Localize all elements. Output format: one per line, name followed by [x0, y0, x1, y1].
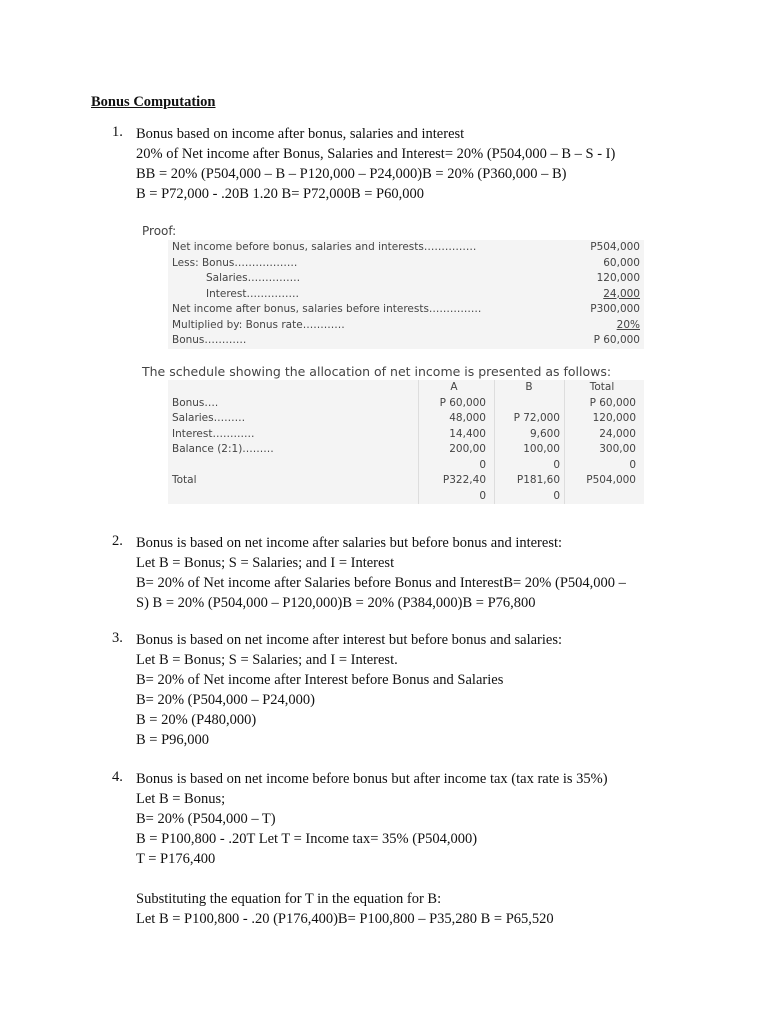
- item-line: Let B = Bonus;: [136, 791, 226, 807]
- schedule-cell-a: P 60,000: [439, 396, 486, 409]
- schedule-cell-total: 300,00: [599, 443, 636, 455]
- proof-row-label: Net income after bonus, salaries before interests……………: [172, 303, 482, 315]
- schedule-row: [168, 442, 644, 458]
- item-line: BB = 20% (P504,000 – B – P120,000 – P24,000)B = 20% (P360,000 – B): [136, 166, 567, 182]
- schedule-cell-total: 120,000: [592, 412, 636, 424]
- proof-table: [168, 240, 644, 349]
- schedule-column-divider: [494, 380, 495, 504]
- item-line: B= 20% of Net income after Salaries before Bonus and InterestB= 20% (P504,000 –: [136, 575, 626, 591]
- schedule-cell-total: 24,000: [599, 427, 636, 440]
- proof-row-value: 60,000: [603, 256, 640, 269]
- proof-row-value: P504,000: [590, 241, 640, 253]
- schedule-row: [168, 396, 644, 412]
- proof-row: [168, 318, 644, 334]
- item-line: S) B = 20% (P504,000 – P120,000)B = 20% (P384,000)B = P76,800: [136, 595, 536, 611]
- schedule-cell-a: 0: [479, 458, 486, 471]
- schedule-row: [168, 458, 644, 474]
- item-line: Bonus is based on net income after interest but before bonus and salaries:: [136, 632, 563, 648]
- proof-row-value: 24,000: [603, 287, 640, 300]
- item-number: 1.: [112, 124, 123, 140]
- item-line: Let B = Bonus; S = Salaries; and I = Interest.: [136, 652, 398, 668]
- schedule-header-row: [168, 380, 644, 396]
- bonus-item: [112, 630, 732, 750]
- schedule-cell-label: Salaries………: [172, 412, 246, 424]
- proof-row: [168, 271, 644, 287]
- proof-row-label: Multiplied by: Bonus rate…………: [172, 318, 345, 331]
- schedule-cell-b: 9,600: [529, 427, 560, 440]
- schedule-cell-b: 0: [553, 458, 560, 471]
- item-line: Substituting the equation for T in the equation for B:: [136, 891, 442, 907]
- item-number: 2.: [112, 533, 123, 549]
- item-line: B = P100,800 - .20T Let T = Income tax= 35% (P504,000): [136, 831, 478, 847]
- proof-label: Proof:: [142, 224, 177, 238]
- item-line: Bonus is based on net income before bonus but after income tax (tax rate is 35%): [136, 771, 608, 787]
- item-line: B= 20% (P504,000 – P24,000): [136, 692, 315, 708]
- proof-row-label: Salaries……………: [206, 272, 301, 284]
- schedule-cell-label: Bonus….: [172, 396, 219, 409]
- proof-row-value: P300,000: [590, 303, 640, 315]
- bonus-item: [112, 769, 732, 929]
- schedule-cell-label: Interest…………: [172, 427, 255, 440]
- schedule-row: [168, 489, 644, 505]
- page-title: Bonus Computation: [91, 94, 216, 110]
- proof-row-label: Less: Bonus………………: [172, 256, 298, 269]
- proof-row-value: 20%: [616, 318, 640, 331]
- schedule-column-divider: [564, 380, 565, 504]
- schedule-cell-b: 0: [553, 489, 560, 502]
- proof-row: [168, 333, 644, 349]
- schedule-row: [168, 427, 644, 443]
- schedule-cell-total: P 60,000: [589, 396, 636, 409]
- proof-row-label: Interest……………: [206, 287, 299, 300]
- proof-row-label: Bonus…………: [172, 334, 247, 346]
- item-line: [136, 869, 732, 889]
- schedule-cell-total: P504,000: [586, 474, 636, 486]
- schedule-header-total: Total: [589, 381, 615, 393]
- proof-row: [168, 256, 644, 272]
- item-line: B= 20% of Net income after Interest before Bonus and Salaries: [136, 672, 504, 688]
- schedule-title: The schedule showing the allocation of net income is presented as follows:: [142, 364, 612, 379]
- item-line: B = P96,000: [136, 732, 210, 748]
- proof-row: [168, 240, 644, 256]
- item-number: 3.: [112, 630, 123, 646]
- schedule-cell-b: P 72,000: [513, 412, 560, 424]
- schedule-cell-b: 100,00: [523, 443, 560, 455]
- item-line: T = P176,400: [136, 851, 216, 867]
- item-line: Let B = Bonus; S = Salaries; and I = Interest: [136, 555, 395, 571]
- item-number: 4.: [112, 769, 123, 785]
- schedule-header-a: A: [450, 381, 458, 393]
- schedule-row: [168, 411, 644, 427]
- schedule-cell-a: 14,400: [449, 427, 486, 440]
- bonus-item: [112, 533, 732, 613]
- item-line: Let B = P100,800 - .20 (P176,400)B= P100,800 – P35,280 B = P65,520: [136, 911, 554, 927]
- proof-table-image: [138, 222, 648, 530]
- schedule-cell-b: P181,60: [516, 474, 560, 486]
- schedule-cell-label: Balance (2:1)………: [172, 443, 274, 455]
- item-line: Bonus based on income after bonus, salaries and interest: [136, 126, 465, 142]
- item-line: B= 20% (P504,000 – T): [136, 811, 276, 827]
- bonus-item: [112, 124, 732, 204]
- proof-row-value: 120,000: [596, 272, 640, 284]
- schedule-cell-a: P322,40: [442, 474, 486, 486]
- schedule-table: [168, 380, 644, 504]
- proof-row: [168, 302, 644, 318]
- schedule-column-divider: [418, 380, 419, 504]
- schedule-cell-a: 0: [479, 489, 486, 502]
- schedule-row: [168, 473, 644, 489]
- item-line: 20% of Net income after Bonus, Salaries and Interest= 20% (P504,000 – B – S - I): [136, 146, 616, 162]
- proof-row: [168, 287, 644, 303]
- schedule-cell-a: 48,000: [449, 412, 486, 424]
- schedule-cell-total: 0: [629, 458, 636, 471]
- proof-row-label: Net income before bonus, salaries and interests……………: [172, 241, 477, 253]
- item-line: Bonus is based on net income after salaries but before bonus and interest:: [136, 535, 563, 551]
- schedule-header-b: B: [525, 381, 533, 393]
- item-line: B = 20% (P480,000): [136, 712, 257, 728]
- schedule-cell-label: Total: [172, 474, 197, 486]
- proof-row-value: P 60,000: [593, 334, 640, 346]
- schedule-cell-a: 200,00: [449, 443, 486, 455]
- item-line: B = P72,000 - .20B 1.20 B= P72,000B = P60,000: [136, 186, 424, 202]
